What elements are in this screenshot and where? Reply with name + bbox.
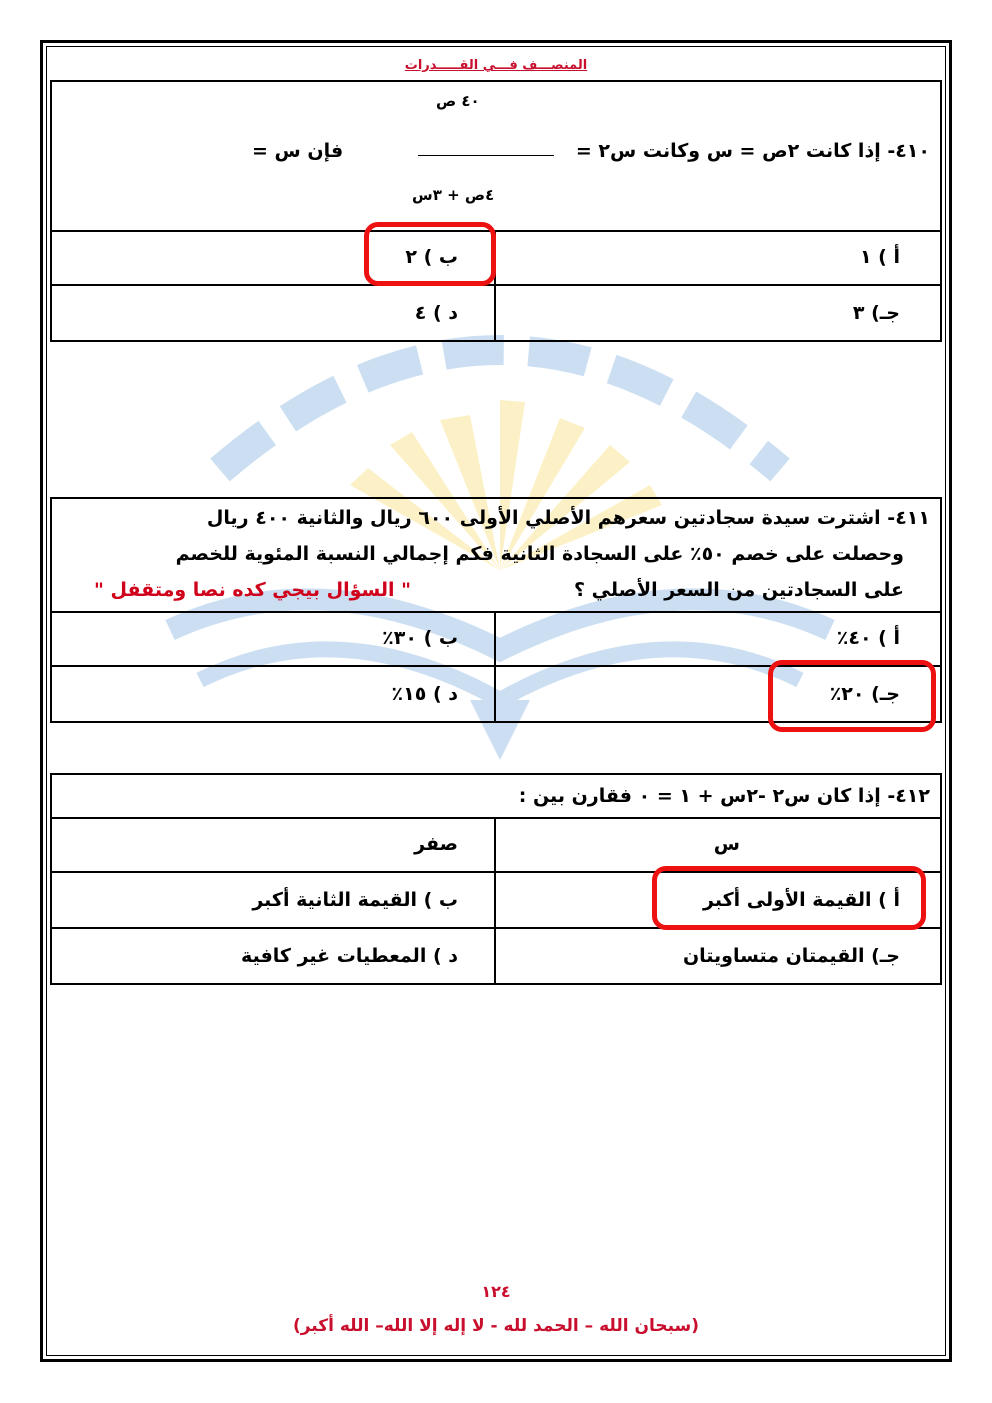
question-412-stem: ٤١٢- إذا كان س٢ -٢س + ١ = ٠ فقارن بين : — [518, 785, 930, 807]
question-412-box — [50, 773, 942, 819]
header-title: المنصـــف فـــي القـــــدرات — [404, 58, 588, 73]
question-410-row-1 — [50, 230, 942, 286]
option-a[interactable]: أ ) ١ — [494, 230, 940, 284]
question-410-row-2 — [50, 286, 942, 342]
option-b[interactable]: ب ) ٢ — [405, 246, 458, 268]
question-411-row-1 — [50, 611, 942, 667]
question-411-note: " السؤال بيجي كده نصا ومتقفل " — [94, 579, 412, 601]
option-c[interactable]: جـ) ٢٠٪ — [494, 667, 940, 721]
question-412-row-2 — [50, 929, 942, 985]
question-410-stem: ٤١٠- إذا كانت ٢ص = س وكانت س٢ = — [575, 140, 930, 162]
question-411-box — [50, 497, 942, 613]
question-412-row-1 — [50, 873, 942, 929]
fraction-line — [418, 155, 554, 156]
compare-col-1: س — [494, 817, 940, 871]
option-d[interactable]: د ) ٤ — [414, 302, 458, 324]
compare-col-2: صفر — [414, 833, 458, 855]
option-b[interactable]: ب ) ٣٠٪ — [382, 627, 458, 649]
question-411-line-1: ٤١١- اشترت سيدة سجادتين سعرهم الأصلي الأولى ٦٠٠ ريال والثانية ٤٠٠ ريال — [206, 507, 930, 529]
option-d[interactable]: د ) ١٥٪ — [391, 683, 458, 705]
option-c[interactable]: جـ) ٣ — [494, 286, 940, 340]
question-411-line-2: وحصلت على خصم ٥٠٪ على السجادة الثانية فكم إجمالي النسبة المئوية للخصم — [175, 543, 904, 565]
footer-text: (سبحان الله – الحمد لله - لا إله إلا الله– الله أكبر) — [292, 1316, 700, 1336]
page-number: ١٢٤ — [481, 1282, 511, 1301]
question-411-line-3: على السجادتين من السعر الأصلي ؟ — [574, 579, 904, 601]
fraction-denominator: ٤ص + ٣س — [412, 186, 495, 204]
option-a[interactable]: أ ) ٤٠٪ — [494, 611, 940, 665]
question-410-box — [50, 80, 942, 232]
option-a[interactable]: أ ) القيمة الأولى أكبر — [494, 873, 940, 927]
question-410-tail: فإن س = — [252, 140, 344, 162]
option-b[interactable]: ب ) القيمة الثانية أكبر — [252, 889, 458, 911]
fraction-numerator: ٤٠ ص — [436, 92, 480, 110]
question-411-row-2 — [50, 667, 942, 723]
question-412-compare-row — [50, 817, 942, 873]
option-d[interactable]: د ) المعطيات غير كافية — [241, 945, 458, 967]
option-c[interactable]: جـ) القيمتان متساويتان — [494, 929, 940, 983]
